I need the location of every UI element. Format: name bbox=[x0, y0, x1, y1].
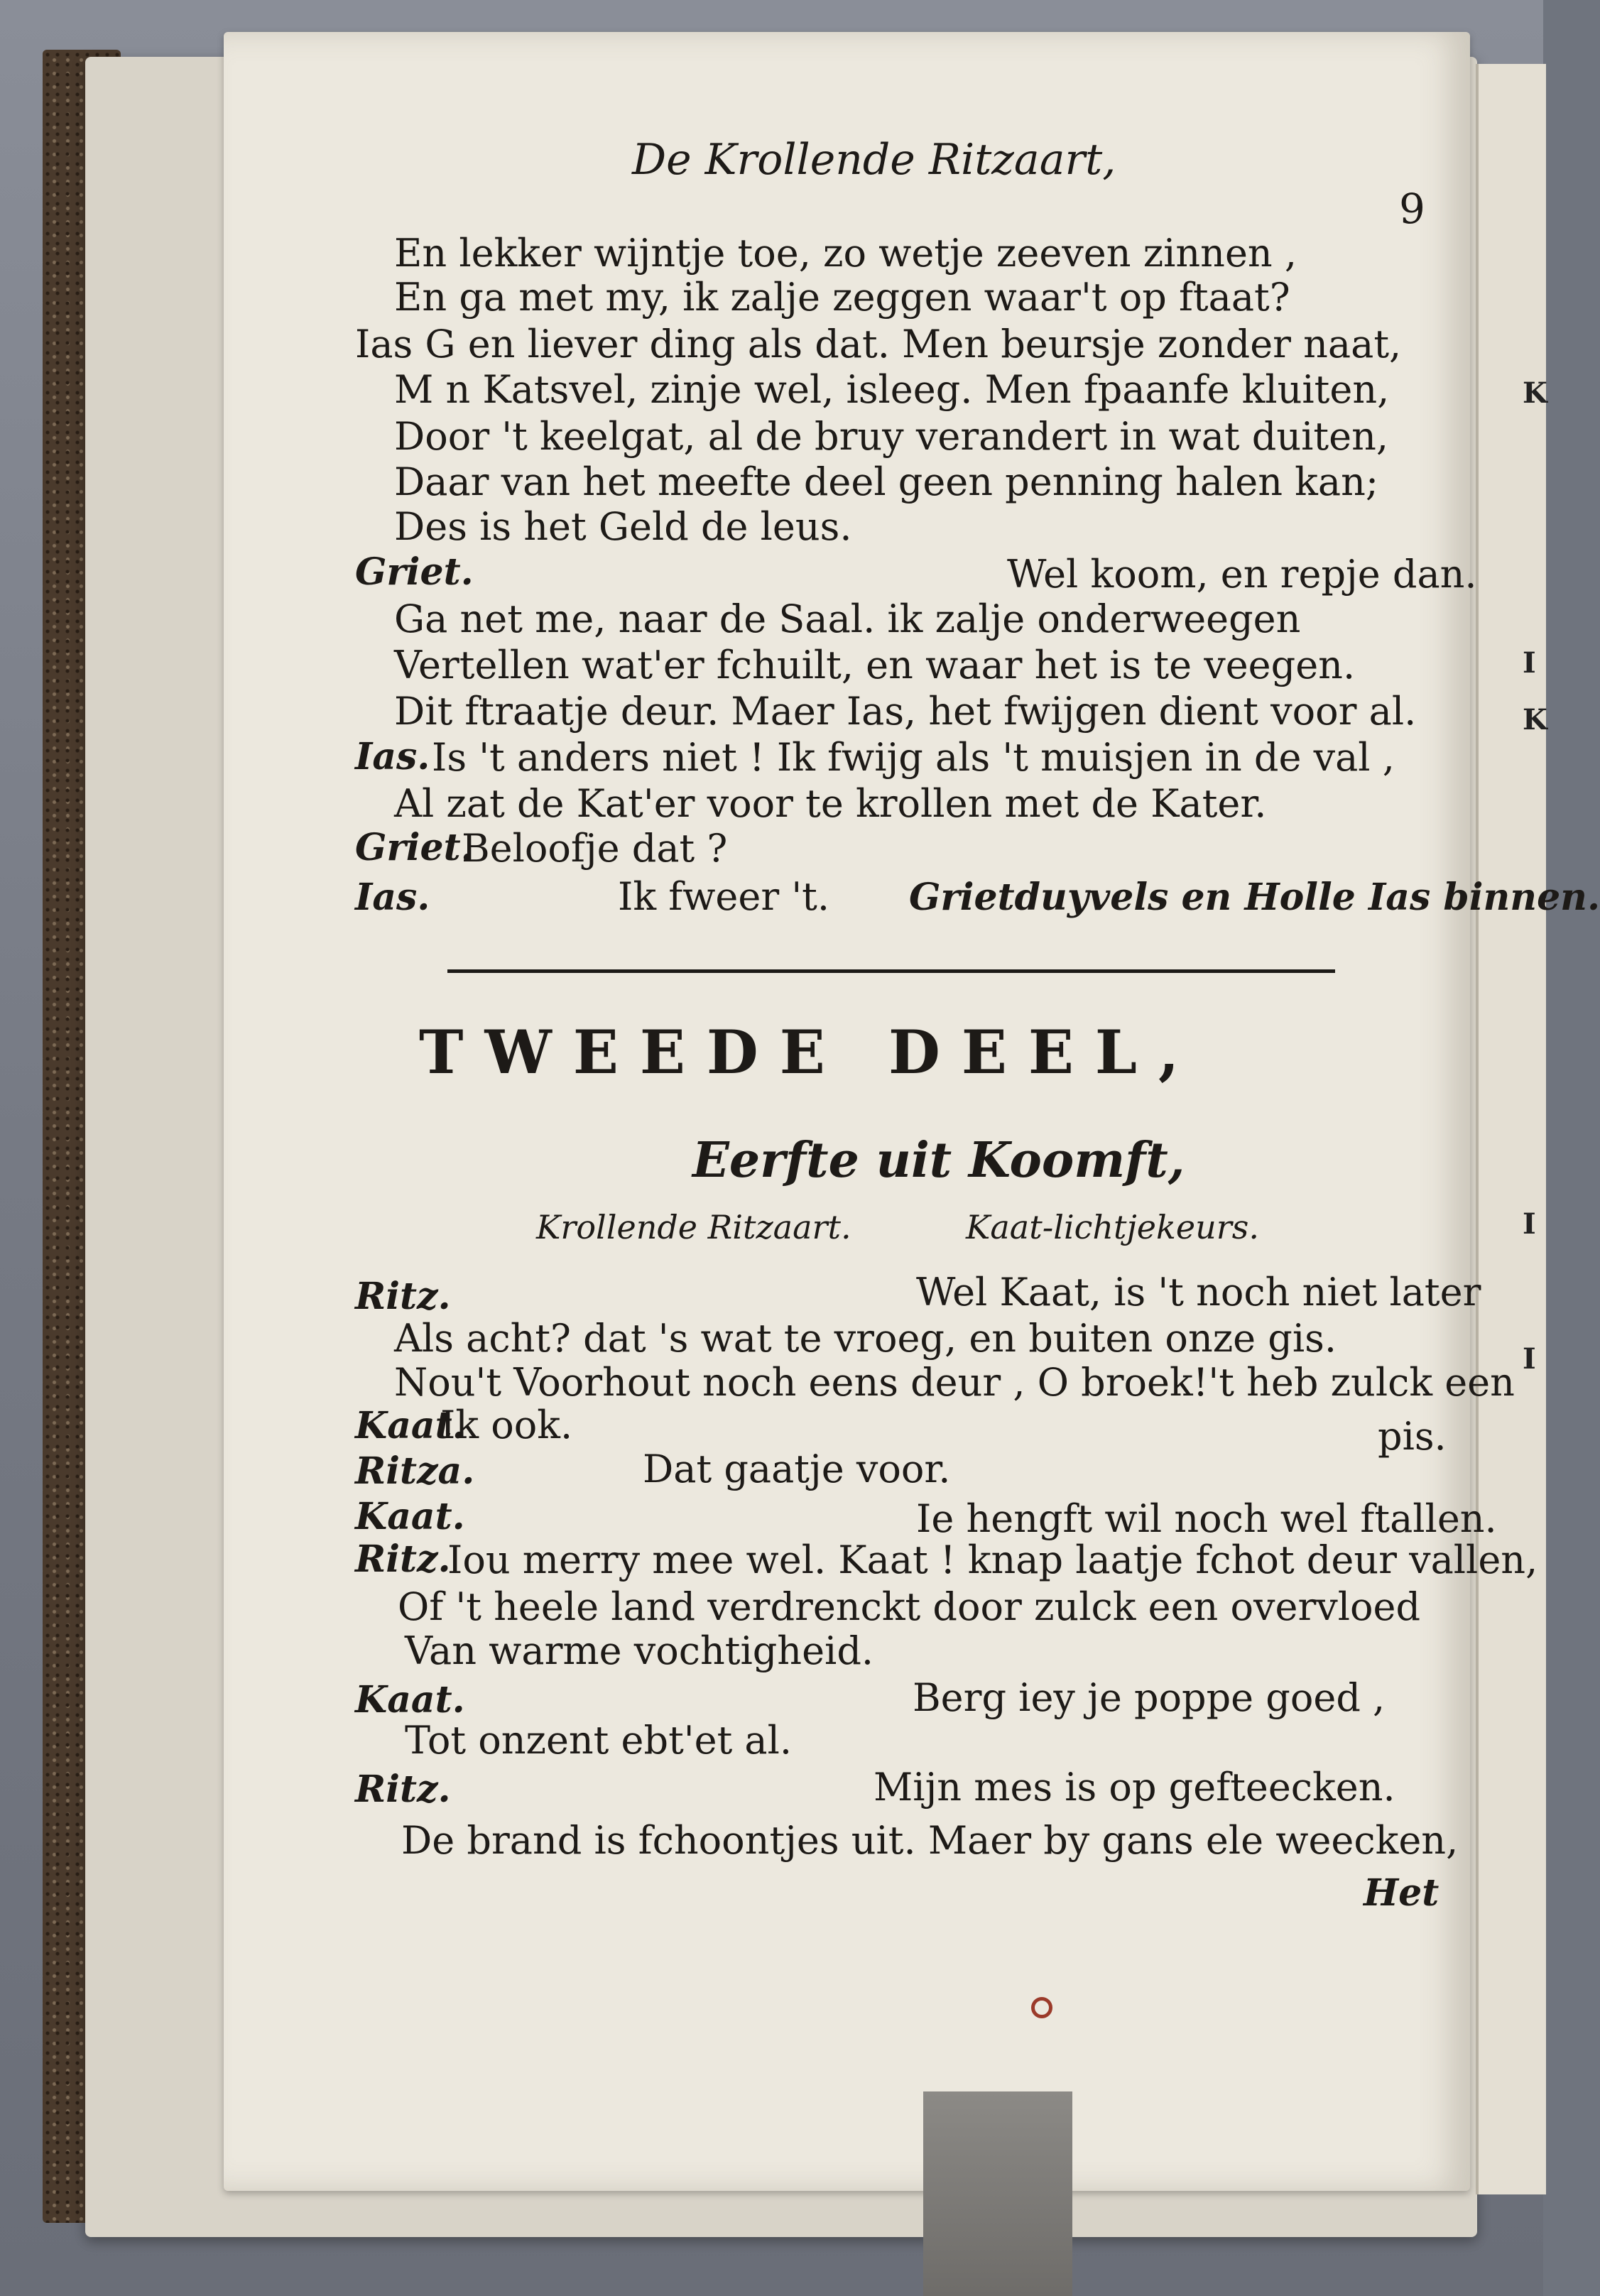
speaker-name: Ritz. bbox=[355, 1768, 451, 1811]
page-number: 9 bbox=[1399, 185, 1425, 233]
verse-line: De brand is fchoontjes uit. Maer by gans ele weecken, bbox=[401, 1818, 1459, 1863]
facing-page-fragment: I bbox=[1523, 1342, 1536, 1376]
facing-page-fragment: K bbox=[1523, 703, 1547, 736]
verse-line: Ga net me, naar de Saal. ik zalje onderweegen bbox=[394, 597, 1301, 641]
dialogue-line: Wel Kaat, is 't noch niet later bbox=[916, 1270, 1481, 1315]
speaker-name: Ias. bbox=[355, 876, 430, 919]
facing-page-fragment: K bbox=[1523, 376, 1547, 410]
verse-line: Nou't Voorhout noch eens deur , O broek!'t heb zulck een bbox=[394, 1360, 1515, 1405]
verse-line: Van warme vochtigheid. bbox=[405, 1628, 874, 1673]
verse-line: Tot onzent ebt'et al. bbox=[405, 1718, 793, 1763]
verse-line: Al zat de Kat'er voor te krollen met de Kater. bbox=[394, 781, 1267, 826]
verse-line: En ga met my, ik zalje zeggen waar't op ftaat? bbox=[394, 275, 1290, 320]
verse-line: Ias G en liever ding als dat. Men beursje zonder naat, bbox=[355, 322, 1402, 366]
facing-page bbox=[1476, 64, 1546, 2194]
verse-line: Door 't keelgat, al de bruy verandert in wat duiten, bbox=[394, 414, 1389, 459]
speaker-name: Ritz. bbox=[355, 1538, 451, 1581]
verse-line: Dit ftraatje deur. Maer Ias, het fwijgen dient voor al. bbox=[394, 689, 1417, 734]
speaker-name: Griet. bbox=[355, 550, 474, 594]
character-name: Kaat-lichtjekeurs. bbox=[966, 1208, 1259, 1246]
verse-line: M n Katsvel, zinje wel, isleeg. Men fpaanfe kluiten, bbox=[394, 367, 1390, 412]
dialogue-line: Ik fweer 't. bbox=[618, 874, 830, 919]
speaker-name: Ias. bbox=[355, 735, 430, 778]
facing-page-fragment: I bbox=[1523, 1207, 1536, 1241]
stage-direction: Grietduyvels en Holle Ias binnen. bbox=[909, 876, 1600, 919]
verse-line: Vertellen wat'er fchuilt, en waar het is te veegen. bbox=[394, 643, 1356, 687]
act-title: TWEEDE DEEL, bbox=[419, 1017, 1201, 1087]
verse-line: Daar van het meefte deel geen penning halen kan; bbox=[394, 459, 1379, 504]
scene-title: Eerfte uit Koomft, bbox=[692, 1132, 1185, 1189]
verse-line: En lekker wijntje toe, zo wetje zeeven zinnen , bbox=[394, 231, 1297, 276]
catchword: Het bbox=[1364, 1871, 1440, 1915]
bookmark-tab bbox=[923, 2091, 1072, 2296]
verse-line: Als acht? dat 's wat te vroeg, en buiten onze gis. bbox=[394, 1316, 1337, 1361]
verse-line: Of 't heele land verdrenckt door zulck een overvloed bbox=[398, 1584, 1421, 1629]
speaker-name: Kaat. bbox=[355, 1404, 465, 1447]
dialogue-line: Iou merry mee wel. Kaat ! knap laatje fchot deur vallen, bbox=[447, 1538, 1538, 1582]
speaker-name: Griet. bbox=[355, 826, 474, 869]
dialogue-line: Is 't anders niet ! Ik fwijg als 't muisjen in de val , bbox=[432, 735, 1395, 780]
running-title: De Krollende Ritzaart, bbox=[632, 135, 1116, 185]
speaker-name: Kaat. bbox=[355, 1678, 465, 1721]
speaker-name: Kaat. bbox=[355, 1495, 465, 1538]
dialogue-line: Mijn mes is op gefteecken. bbox=[874, 1765, 1395, 1810]
speaker-name: Ritz. bbox=[355, 1275, 451, 1318]
dialogue-line: Beloofje dat ? bbox=[462, 826, 728, 871]
facing-page-fragment: I bbox=[1523, 646, 1536, 680]
dialogue-line: Dat gaatje voor. bbox=[643, 1447, 951, 1491]
character-name: Krollende Ritzaart. bbox=[536, 1208, 851, 1246]
red-ring-mark bbox=[1031, 1997, 1052, 2018]
dialogue-line: Ik ook. bbox=[440, 1403, 573, 1447]
carried-word: pis. bbox=[1378, 1414, 1447, 1459]
speaker-name: Ritza. bbox=[355, 1449, 475, 1493]
dialogue-line: Berg iey je poppe goed , bbox=[913, 1675, 1386, 1720]
section-divider bbox=[447, 969, 1335, 973]
dialogue-line: Ie hengft wil noch wel ftallen. bbox=[916, 1496, 1497, 1541]
dialogue-line: Wel koom, en repje dan. bbox=[1007, 552, 1477, 597]
verse-line: Des is het Geld de leus. bbox=[394, 504, 852, 549]
